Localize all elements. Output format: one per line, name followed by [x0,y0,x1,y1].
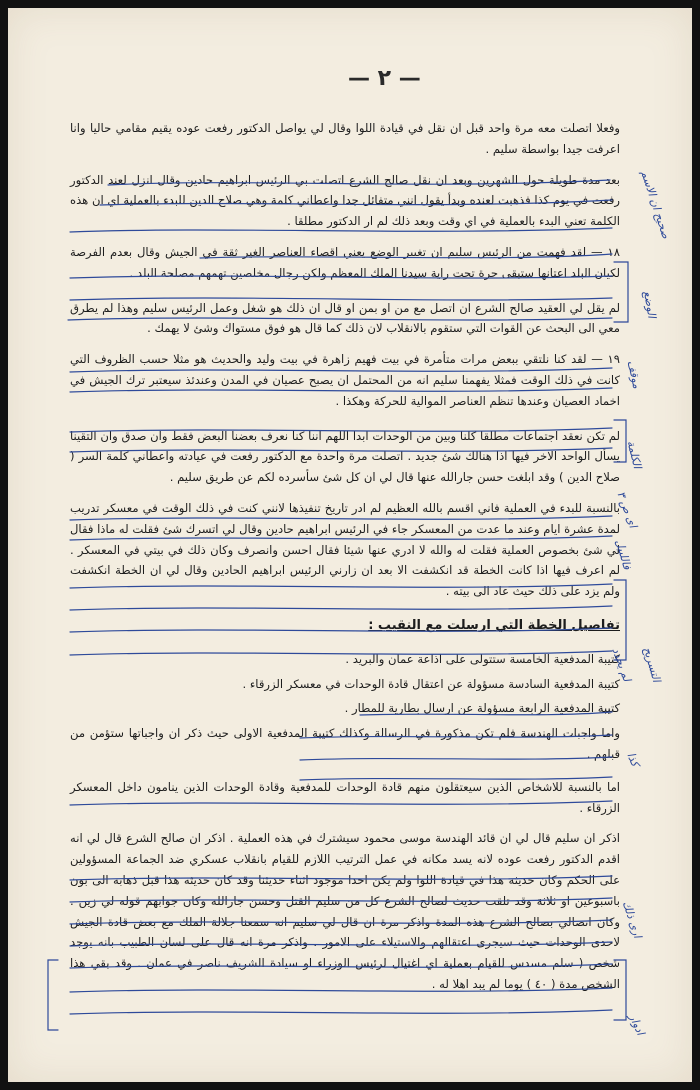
plan-item-4: واما واجبات الهندسة فلم تكن مذكورة في الرسالة وكذلك كتيبة المدفعية الاولى حيث ذكر ان واجباتها ستؤمن من قبلهم . [70,726,620,761]
paragraph-4: لم يقل لي العقيد صالح الشرع ان اتصل مع من او بمن او قال ان ذلك هو شغل وعمل الرئيس سليم وهذا لم يطرق معي الى البحث عن القوات التي ستقوم بالانقلاب لان ذلك كما قال هو فوق مستواك وشئ لا يهمك . [70,300,620,336]
paragraph-3: ١٨ — لقد فهمت من الرئيس سليم ان تغيير الوضع يعني اقصاء العناصر الغير ثقة في الجيش وقال بعدم الفرصة لكيان البلد اعتانها ستبقى حرة تحت راية سيدنا الملك المعظم ولكن رجال مخلصين تهمهم مصلحة البلد . [70,244,620,280]
paragraph-6: لم تكن نعقد اجتماعات مطلقا كلنا وبين من الوحدات ابدا اللهم اننا كنا نعرف بعضنا البعض فقط وان صدق وان التقينا يسأل الواحد الاخر فيها اذا هنالك شئ جديد . اتصلت مرة واحدة مع الدكتور رفعت في عيادته واعطاني كلمة السر ( صلاح الدين ) وقد ابلغت حسن جارالله عنها قال لي ان كل شئ سأسرده لكم عن طريق سليم . [70,428,620,485]
paragraph-5: ١٩ — لقد كنا نلتقي ببعض مرات متأمرة في بيت فهيم زاهرة في بيت وليد والحديث هو مثلا حسب الظروف التي كانت في ذلك الوقت فمثلا يفهمنا سليم انه من المحتمل ان يصبح عصيان في المدن وعندئذ سيعتبر ترك الجيش في اخماد العصيان وعندها تنظم العناصر الموالية للحركة وهكذا . [70,352,620,408]
paragraph-2: بعد مدة طويلة حول الشهرين وبعد ان نقل صالح الشرع اتصلت بي الرئيس ابراهيم حادين وقال انزل لعند الدكتور رفعت في يوم كذا فذهبت لعنده وبدأ يقول انني متفائل جدا واعطاني كلمة وهي صلاح الدين للبدء بالعملية اي ان هذه الكلمة تعني البدء بالعملية في اي وقت وبعد ذلك لم ار الدكتور مطلقا . [70,172,620,229]
margin-note-1: صحيح ان الاسم [638,168,673,241]
plan-item-1: كتيبة المدفعية الخامسة ستتولى على اذاعة عمان والبريد . [345,651,620,666]
margin-note-5: اى ص ٣ [614,489,640,530]
paragraph-1: وفعلا اتصلت معه مرة واحد قبل ان نقل في قيادة اللوا وقال لي يواصل الدكتور رفعت عوده يقيم مقامي حاليا وانا اعرفت جيدا بواسطة سليم . [70,121,620,156]
margin-note-8: التسريح [640,645,664,684]
margin-note-2: الوضع [640,289,659,320]
margin-note-3: موقف [624,359,644,390]
closing-paragraph-2: اذكر ان سليم قال لي ان قائد الهندسة موسى محمود سيشترك في هذه العملية . اذكر ان صالح الشرع قال لي انه اقدم الدكتور رفعت عوده لانه يسد مكانه في عمل الترتيب اللازم للقيام بانقلاب عسكري ضد الجماعة المسؤولين على الحكم وكان حديثه هذا في قيادة اللوا ولم يكن احدا موجود اثناء حديثنا وقد كان حديثه هذا قبل ذهابه الى بون باسبوعين او ثلاثة وقد تلقت حديث لصالح الشرع كل من سليم القتل وحسن جارالله وكان جوابهم قوله لي زين . وكان اتصالي بصالح الشرع هذه المدة واذكر مرة ان قال لي سليم انه سمعنا جلالة الملك مع بعض قادة الجيش لاحدى الوحدات حيث سيجرى اعتقالهم والاستيلاء على الامور . واذكر مرة انه قال على لسان الطبيب بانه يوجد شخص ( سلم مسدس للقيام بعملية اي اغتيال لرئيس الوزراء او سيادة الشريف ناصر في عمان . وقد بقي هذا الشخص مدة ( ٤٠ ) يوما لم يبد اهلا له . [70,831,620,991]
margin-note-6: فاللبيل [612,538,634,571]
document-page [8,8,692,1082]
paragraph-7: بالنسبة للبدء في العملية فاني اقسم بالله العظيم لم ادر تاريخ تنفيذها لانني كنت في ذلك الوقت في معسكر تدريب لمدة عشرة ايام وعند ما عدت من المعسكر جاء في الرئيس ابراهيم حادين وقال لي اتسرك شئ فقلت له ماذا فقال لي شئ بخصوص العملية فقلت له والله لا ادري عنها شيئا فقال احسن وانصرف وكان ذلك في بيتي في المعسكر . لم اعرف فيها اذا كانت الخطة قد انكشفت الا بعد ان زارني الرئيس ابراهيم الحادين وقال لي ان الخطة انكشفت ولم يزد على ذلك حيث عاد الى بيته . [70,500,620,599]
closing-paragraph-1: اما بالنسبة للاشخاص الذين سيعتقلون منهم قادة الوحدات للمدفعية وقادة الوحدات الذين ينامون داخل المعسكر الزرقاء . [70,779,620,815]
page-number: — ٢ — [348,66,421,91]
margin-note-10: ارى ذلك [619,899,645,940]
plan-item-3: كتيبة المدفعية الرابعة مسؤولة عن ارسال بطارية للمطار . [344,701,620,716]
margin-note-4: الكلمة [624,439,644,470]
plan-item-2: كتيبة المدفعية السادسة مسؤولة عن اعتقال قادة الوحدات في معسكر الزرقاء . [242,676,620,691]
margin-note-11: ادوار [626,1011,648,1038]
document-body [70,118,620,1005]
margin-note-7: لم يحدد [609,645,634,684]
plan-heading: تفاصيل الخطة التي ارسلت مع النقيب : [368,617,620,633]
margin-note-9: كذا [624,750,642,769]
